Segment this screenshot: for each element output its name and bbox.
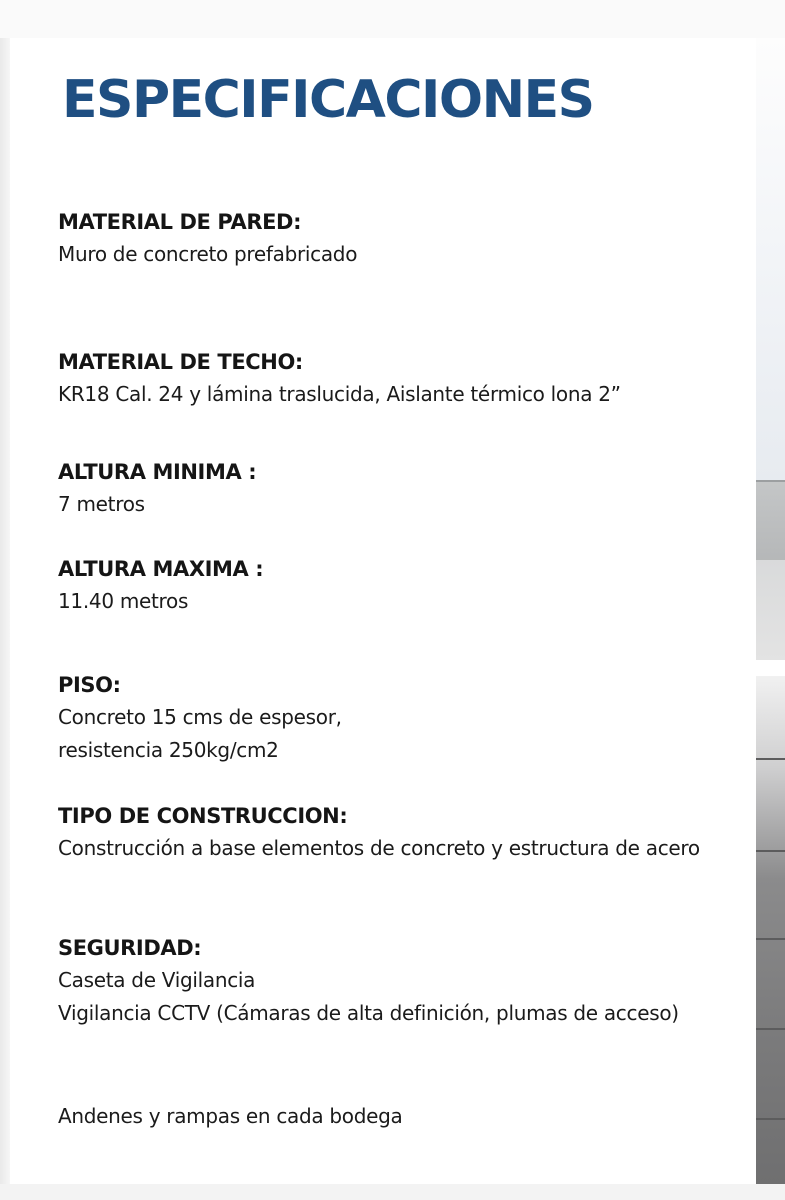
photo-gap [756,660,785,676]
spec-roof-material [58,346,746,411]
spec-label: TIPO DE CONSTRUCCION: [58,804,348,828]
spec-wall-material [58,206,746,271]
left-page-edge [0,38,10,1200]
spec-max-height [58,553,746,618]
spec-label: ALTURA MINIMA : [58,460,257,484]
spec-value: resistencia 250kg/cm2 [58,738,279,762]
spec-value: KR18 Cal. 24 y lámina traslucida, Aislante térmico lona 2” [58,382,621,406]
page-title: ESPECIFICACIONES [62,70,594,130]
spec-value: 7 metros [58,492,145,516]
photo-panel-line [756,1028,785,1030]
spec-min-height [58,456,746,521]
building-photo-edge [756,38,785,1184]
spec-value: Muro de concreto prefabricado [58,242,358,266]
spec-value: Construcción a base elementos de concreto y estructura de acero [58,836,700,860]
spec-label: PISO: [58,673,121,697]
top-strip [0,0,785,38]
photo-sky [756,38,785,480]
photo-panel-line [756,758,785,760]
photo-warehouse-floor [756,560,785,660]
photo-panel-line [756,938,785,940]
spec-value: Vigilancia CCTV (Cámaras de alta definición, plumas de acceso) [58,1001,679,1025]
spec-label: MATERIAL DE TECHO: [58,350,303,374]
spec-value: Concreto 15 cms de espesor, [58,705,342,729]
spec-floor [58,669,746,767]
photo-panel-line [756,1118,785,1120]
spec-label: ALTURA MAXIMA : [58,557,264,581]
spec-label: SEGURIDAD: [58,936,202,960]
photo-panel-line [756,850,785,852]
docks-ramps-note: Andenes y rampas en cada bodega [58,1104,403,1128]
spec-docks-note [58,1100,746,1133]
photo-building-facade [756,676,785,1184]
spec-value: Caseta de Vigilancia [58,968,256,992]
bottom-strip [0,1184,785,1200]
spec-security [58,932,746,1030]
spec-value: 11.40 metros [58,589,189,613]
spec-construction-type [58,800,746,865]
photo-warehouse-wall [756,480,785,562]
spec-label: MATERIAL DE PARED: [58,210,302,234]
